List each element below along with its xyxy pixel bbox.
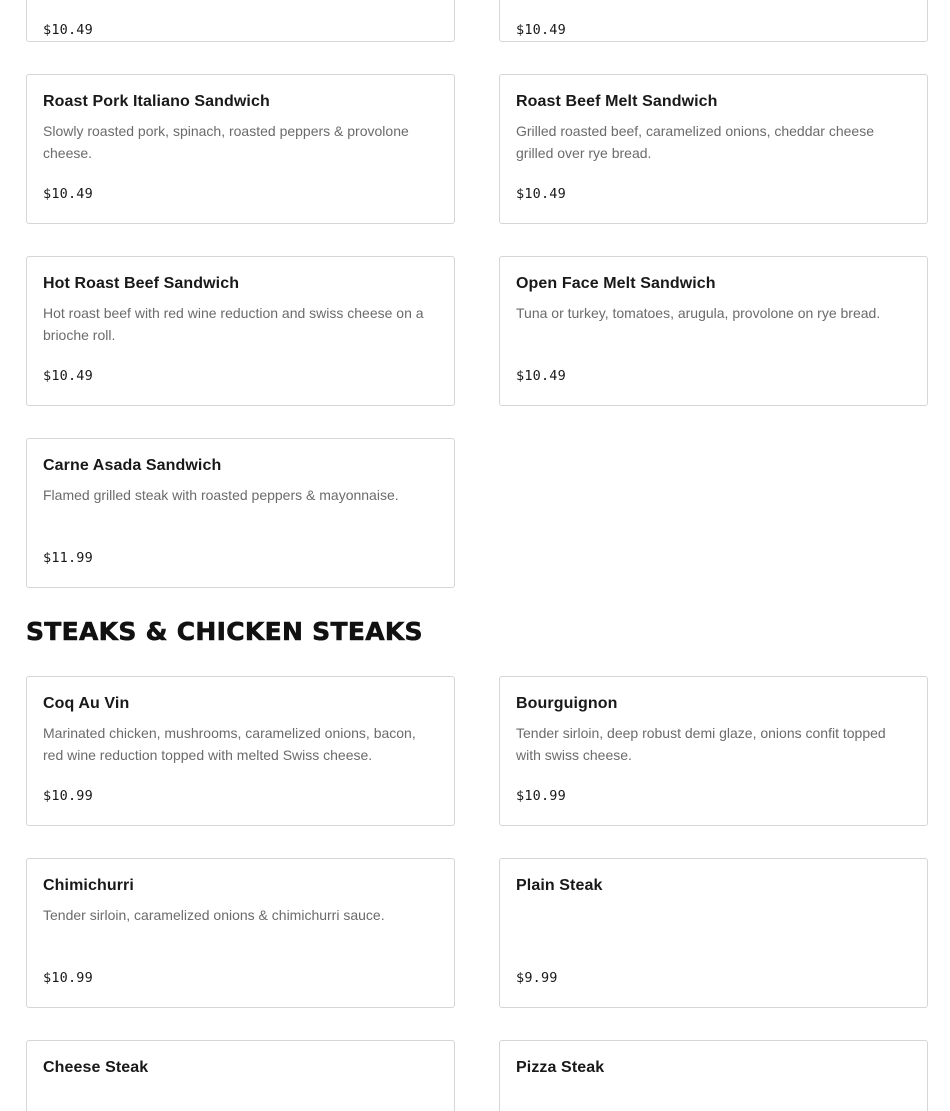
item-name: Bourguignon xyxy=(516,695,618,712)
menu-item-card[interactable] xyxy=(26,74,455,224)
item-price: $11.99 xyxy=(43,550,93,566)
item-price: $10.99 xyxy=(43,788,93,804)
item-description: Grilled roasted beef, caramelized onions, cheddar cheese grilled over rye bread. xyxy=(516,123,874,161)
menu-item-card[interactable] xyxy=(26,256,455,406)
item-price: $10.99 xyxy=(516,788,566,804)
item-name: Chimichurri xyxy=(43,877,134,894)
item-price: $10.49 xyxy=(43,186,93,202)
item-price: $10.49 xyxy=(516,22,566,38)
item-description: Slowly roasted pork, spinach, roasted peppers & provolone cheese. xyxy=(43,123,409,161)
item-name: Pizza Steak xyxy=(516,1059,605,1076)
menu-item-card[interactable] xyxy=(499,1040,928,1111)
menu-item-card[interactable] xyxy=(499,676,928,826)
menu-item-card[interactable] xyxy=(26,676,455,826)
item-description: Tender sirloin, deep robust demi glaze, onions confit topped with swiss cheese. xyxy=(516,725,886,763)
item-name: Plain Steak xyxy=(516,877,603,894)
item-name: Coq Au Vin xyxy=(43,695,130,712)
item-name: Open Face Melt Sandwich xyxy=(516,275,716,292)
item-name: Hot Roast Beef Sandwich xyxy=(43,275,240,292)
menu-item-card[interactable] xyxy=(499,256,928,406)
menu-item-card[interactable] xyxy=(499,74,928,224)
item-price: $10.49 xyxy=(43,22,93,38)
item-price: $10.49 xyxy=(516,186,566,202)
menu-item-card[interactable] xyxy=(26,858,455,1008)
item-name: Cheese Steak xyxy=(43,1059,149,1076)
menu-item-card[interactable] xyxy=(26,0,455,42)
menu-item-card[interactable] xyxy=(499,858,928,1008)
item-description: Tuna or turkey, tomatoes, arugula, provolone on rye bread. xyxy=(516,305,881,321)
section-heading: STEAKS & CHICKEN STEAKS xyxy=(26,617,423,646)
item-description: Flamed grilled steak with roasted peppers & mayonnaise. xyxy=(43,487,399,503)
item-price: $9.99 xyxy=(516,970,558,986)
item-price: $10.49 xyxy=(516,368,566,384)
item-price: $10.49 xyxy=(43,368,93,384)
item-price: $10.99 xyxy=(43,970,93,986)
item-description: Hot roast beef with red wine reduction and swiss cheese on a brioche roll. xyxy=(43,305,424,343)
menu-item-card[interactable] xyxy=(499,0,928,42)
item-name: Carne Asada Sandwich xyxy=(43,457,222,474)
item-name: Roast Pork Italiano Sandwich xyxy=(43,93,270,110)
menu-item-card[interactable] xyxy=(26,438,455,588)
menu-item-card[interactable] xyxy=(26,1040,455,1111)
item-description: Tender sirloin, caramelized onions & chimichurri sauce. xyxy=(43,907,385,923)
item-name: Roast Beef Melt Sandwich xyxy=(516,93,718,110)
item-description: Marinated chicken, mushrooms, caramelized onions, bacon, red wine reduction topped with melted Swiss cheese. xyxy=(43,725,416,763)
